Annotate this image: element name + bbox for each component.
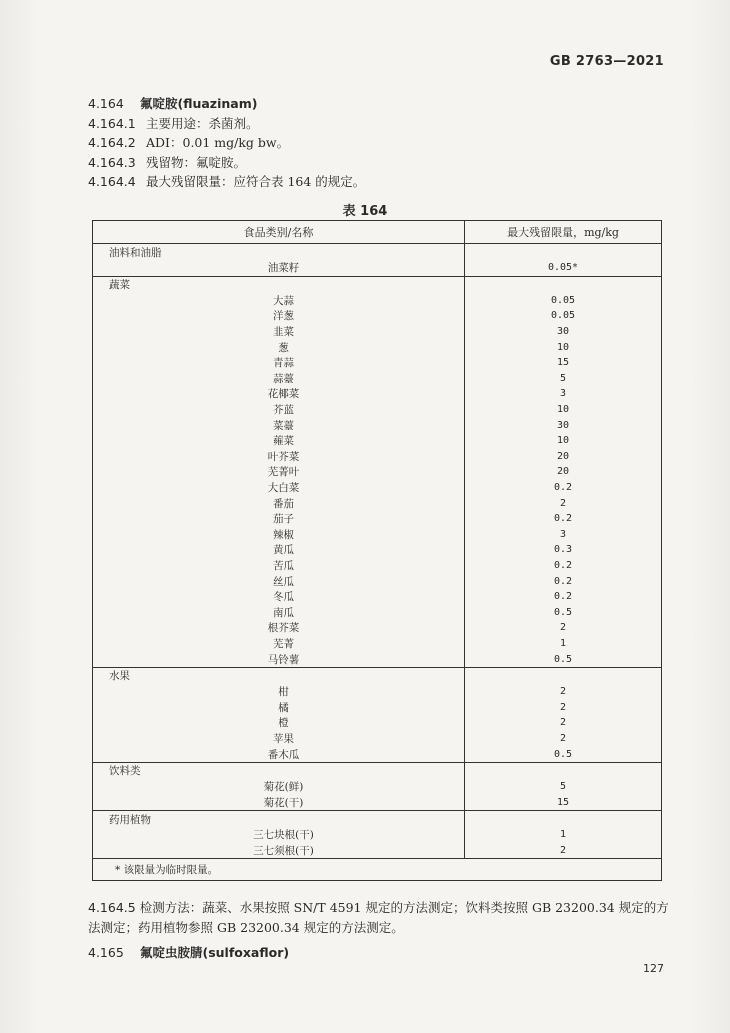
table-row (93, 589, 662, 605)
table-row (93, 731, 662, 747)
clause-number: 4.164.5 (88, 900, 136, 915)
food-category: 饮料类 (93, 762, 465, 779)
mrl-value: 10 (557, 341, 570, 353)
table-row (93, 449, 662, 465)
food-name: 茄子 (93, 511, 465, 527)
mrl-value: 0.2 (554, 591, 573, 603)
food-name: 番木瓜 (93, 746, 465, 762)
mrl-value: 2 (560, 497, 567, 509)
table-row (93, 495, 662, 511)
clause-usage (88, 114, 365, 134)
food-name: 花椰菜 (93, 386, 465, 402)
table-row (93, 651, 662, 667)
table-footnote: * 该限量为临时限量。 (93, 859, 662, 881)
table-body (93, 244, 662, 881)
paragraph-text: 检测方法：蔬菜、水果按照 SN/T 4591 规定的方法测定；饮料类按照 GB 23200.34 规定的方法测定；药用植物参照 GB 23200.34 规定的方法测定。 (88, 900, 669, 935)
table-row (93, 843, 662, 859)
mrl-value: 0.05 (550, 310, 576, 322)
table-row (93, 699, 662, 715)
empty-cell (465, 276, 662, 293)
food-name: 柑 (93, 684, 465, 700)
clause-heading (88, 94, 365, 114)
clause-title: 氟啶胺(fluazinam) (140, 96, 258, 111)
mrl-value: 15 (557, 357, 570, 369)
page-number: 127 (643, 962, 664, 975)
clause-adi (88, 133, 365, 153)
food-category: 油料和油脂 (93, 244, 465, 261)
mrl-value: 0.05* (547, 262, 579, 274)
clause-number: 4.164.2 (88, 135, 136, 150)
clause-text: 最大残留限量：应符合表 164 的规定。 (146, 174, 366, 189)
food-name: 芜菁 (93, 636, 465, 652)
empty-cell (465, 667, 662, 684)
table-row (93, 620, 662, 636)
mrl-value: 10 (557, 404, 570, 416)
food-name: 南瓜 (93, 604, 465, 620)
table-row (93, 402, 662, 418)
food-category: 药用植物 (93, 811, 465, 828)
table-title: 表 164 (342, 204, 388, 219)
mrl-value: 0.05 (550, 294, 576, 306)
food-name: 根芥菜 (93, 620, 465, 636)
mrl-value: 2 (560, 701, 567, 713)
clause-text: ADI：0.01 mg/kg bw。 (146, 135, 290, 150)
table-row (93, 293, 662, 309)
food-name: 苦瓜 (93, 558, 465, 574)
empty-cell (465, 244, 662, 261)
table-group-row (93, 244, 662, 261)
food-name: 菊花(鲜) (93, 779, 465, 795)
table-row (93, 779, 662, 795)
food-name: 叶芥菜 (93, 449, 465, 465)
table-group-row (93, 811, 662, 828)
table-row (93, 308, 662, 324)
table-group-row (93, 667, 662, 684)
food-name: 番茄 (93, 495, 465, 511)
table-row (93, 511, 662, 527)
food-name: 芥蓝 (93, 402, 465, 418)
food-name: 马铃薯 (93, 651, 465, 667)
table-row (93, 715, 662, 731)
mrl-value: 30 (557, 326, 570, 338)
food-name: 三七块根(干) (93, 827, 465, 843)
food-name: 葱 (93, 339, 465, 355)
mrl-value: 20 (557, 450, 570, 462)
empty-cell (465, 811, 662, 828)
food-name: 辣椒 (93, 527, 465, 543)
food-name: 大白菜 (93, 480, 465, 496)
clause-text: 主要用途：杀菌剂。 (146, 115, 259, 131)
food-name: 丝瓜 (93, 573, 465, 589)
mrl-value: 0.3 (554, 544, 573, 556)
food-name: 芜菁叶 (93, 464, 465, 480)
column-header-food: 食品类别/名称 (93, 221, 465, 244)
clause-text: 残留物：氟啶胺。 (146, 154, 247, 170)
food-name: 橙 (93, 715, 465, 731)
mrl-value: 0.2 (554, 513, 573, 525)
clause-number: 4.165 (88, 945, 124, 960)
clause-number: 4.164.4 (88, 174, 136, 189)
table-row (93, 433, 662, 449)
table-row (93, 480, 662, 496)
column-header-mrl: 最大残留限量，mg/kg (465, 221, 662, 244)
mrl-value: 3 (560, 388, 567, 400)
table-row (93, 527, 662, 543)
clause-number: 4.164.3 (88, 154, 136, 170)
mrl-value: 20 (557, 466, 570, 478)
mrl-value: 2 (560, 717, 567, 729)
mrl-value: 0.5 (554, 653, 573, 665)
table-row (93, 558, 662, 574)
mrl-value: 0.5 (554, 748, 573, 760)
mrl-value: 2 (560, 844, 567, 856)
food-name: 大蒜 (93, 293, 465, 309)
table-header-row (93, 221, 662, 244)
food-name: 苹果 (93, 731, 465, 747)
mrl-value: 3 (560, 528, 567, 540)
table-row (93, 464, 662, 480)
mrl-value: 5 (560, 781, 567, 793)
mrl-value: 10 (557, 435, 570, 447)
table-row (93, 339, 662, 355)
mrl-value: 15 (557, 796, 570, 808)
table-row (93, 746, 662, 762)
mrl-value: 30 (557, 419, 570, 431)
table-row (93, 827, 662, 843)
table-row (93, 684, 662, 700)
table-row (93, 636, 662, 652)
detection-method-paragraph (88, 898, 680, 938)
food-name: 青蒜 (93, 355, 465, 371)
standard-code: GB 2763—2021 (549, 54, 664, 69)
food-name: 橘 (93, 699, 465, 715)
clause-number: 4.164.1 (88, 115, 136, 131)
food-name: 油菜籽 (93, 260, 465, 276)
table-row (93, 324, 662, 340)
mrl-value: 0.2 (554, 559, 573, 571)
mrl-value: 2 (560, 622, 567, 634)
food-name: 蒜薹 (93, 371, 465, 387)
clause-number: 4.164 (88, 96, 124, 111)
mrl-value: 0.2 (554, 575, 573, 587)
food-name: 三七须根(干) (93, 843, 465, 859)
next-clause-heading (88, 943, 289, 961)
mrl-value: 0.2 (554, 482, 573, 494)
mrl-value: 1 (560, 829, 567, 841)
food-name: 韭菜 (93, 324, 465, 340)
table-row (93, 417, 662, 433)
table-footnote-row (93, 859, 662, 881)
food-name: 洋葱 (93, 308, 465, 324)
table-row (93, 573, 662, 589)
mrl-value: 0.5 (554, 606, 573, 618)
table-row (93, 794, 662, 810)
table-row (93, 260, 662, 276)
clause-list (88, 94, 365, 192)
mrl-value: 2 (560, 686, 567, 698)
food-name: 菊花(干) (93, 794, 465, 810)
food-name: 冬瓜 (93, 589, 465, 605)
table-group-row (93, 762, 662, 779)
food-name: 黄瓜 (93, 542, 465, 558)
clause-title: 氟啶虫胺腈(sulfoxaflor) (140, 945, 290, 960)
food-name: 菜薹 (93, 417, 465, 433)
food-name: 蕹菜 (93, 433, 465, 449)
food-category: 蔬菜 (93, 276, 465, 293)
table-row (93, 604, 662, 620)
clause-residue (88, 153, 365, 173)
table-row (93, 355, 662, 371)
food-category: 水果 (93, 667, 465, 684)
mrl-value: 1 (560, 637, 567, 649)
mrl-value: 5 (560, 372, 567, 384)
table-row (93, 542, 662, 558)
clause-mrl (88, 172, 365, 192)
empty-cell (465, 762, 662, 779)
mrl-table (92, 220, 662, 881)
mrl-value: 2 (560, 732, 567, 744)
table-row (93, 386, 662, 402)
table-row (93, 371, 662, 387)
table-group-row (93, 276, 662, 293)
